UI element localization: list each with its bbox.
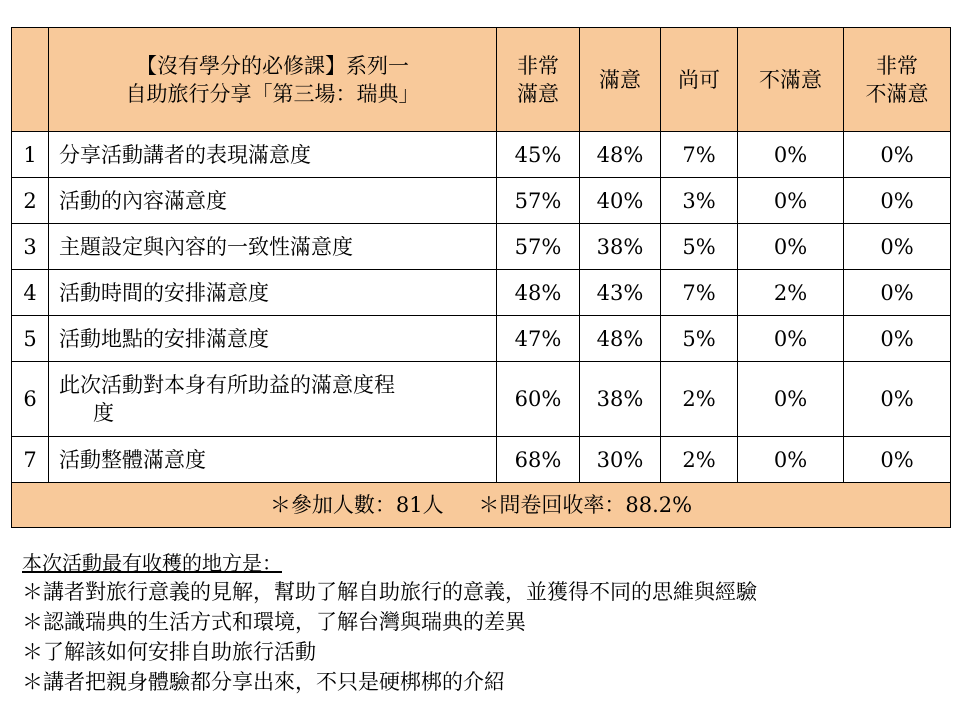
row-item-label-line2: 度 <box>93 401 114 425</box>
row-number: 5 <box>12 316 49 362</box>
row-item-label: 活動時間的安排滿意度 <box>49 270 497 316</box>
value-very-satisfied: 57% <box>497 224 580 270</box>
feedback-notes <box>22 549 952 697</box>
table-header-row <box>12 28 951 132</box>
response-rate: ＊問卷回收率：88.2% <box>478 493 693 517</box>
value-satisfied: 40% <box>580 178 661 224</box>
column-header-line: 滿意 <box>599 67 641 92</box>
satisfaction-survey-table <box>11 27 951 528</box>
value-satisfied: 30% <box>580 437 661 483</box>
value-acceptable: 2% <box>661 437 738 483</box>
table-row <box>12 437 951 483</box>
table-row <box>12 362 951 437</box>
row-item-label-line1: 此次活動對本身有所助益的滿意度程 <box>59 373 395 397</box>
row-item-label <box>49 362 497 437</box>
table-row <box>12 316 951 362</box>
table-title-cell <box>49 28 497 132</box>
value-satisfied: 48% <box>580 316 661 362</box>
row-number: 6 <box>12 362 49 437</box>
value-unsatisfied: 0% <box>738 178 844 224</box>
value-unsatisfied: 0% <box>738 316 844 362</box>
column-header-line: 不滿意 <box>865 81 929 106</box>
column-header-unsatisfied <box>738 28 844 132</box>
value-unsatisfied: 0% <box>738 224 844 270</box>
value-very-unsatisfied: 0% <box>844 224 951 270</box>
row-number: 7 <box>12 437 49 483</box>
row-item-label: 分享活動講者的表現滿意度 <box>49 132 497 178</box>
value-very-satisfied: 68% <box>497 437 580 483</box>
value-very-satisfied: 60% <box>497 362 580 437</box>
row-number: 2 <box>12 178 49 224</box>
value-very-unsatisfied: 0% <box>844 362 951 437</box>
value-acceptable: 7% <box>661 270 738 316</box>
row-item-label: 活動整體滿意度 <box>49 437 497 483</box>
value-very-unsatisfied: 0% <box>844 437 951 483</box>
value-very-satisfied: 47% <box>497 316 580 362</box>
list-item: ＊了解該如何安排自助旅行活動 <box>22 640 316 664</box>
column-header-acceptable <box>661 28 738 132</box>
value-satisfied: 38% <box>580 224 661 270</box>
row-number: 4 <box>12 270 49 316</box>
value-unsatisfied: 0% <box>738 362 844 437</box>
row-number: 1 <box>12 132 49 178</box>
column-header-line: 非常 <box>876 53 918 78</box>
participants-count: ＊參加人數：81人 <box>269 493 444 517</box>
value-very-unsatisfied: 0% <box>844 316 951 362</box>
value-satisfied: 43% <box>580 270 661 316</box>
column-header-very-satisfied <box>497 28 580 132</box>
column-header-very-unsatisfied <box>844 28 951 132</box>
row-item-label: 主題設定與內容的一致性滿意度 <box>49 224 497 270</box>
value-very-satisfied: 45% <box>497 132 580 178</box>
table-row <box>12 270 951 316</box>
value-very-unsatisfied: 0% <box>844 132 951 178</box>
value-acceptable: 5% <box>661 224 738 270</box>
row-item-label: 活動地點的安排滿意度 <box>49 316 497 362</box>
value-very-satisfied: 48% <box>497 270 580 316</box>
header-blank-cell <box>12 28 49 132</box>
column-header-line: 非常 <box>517 53 559 78</box>
column-header-line: 不滿意 <box>759 67 822 92</box>
value-very-unsatisfied: 0% <box>844 270 951 316</box>
table-footer-cell <box>12 483 951 528</box>
list-item: ＊講者對旅行意義的見解，幫助了解自助旅行的意義，並獲得不同的思維與經驗 <box>22 580 757 604</box>
table-title-line2: 自助旅行分享「第三場：瑞典」 <box>125 81 420 106</box>
value-unsatisfied: 0% <box>738 132 844 178</box>
value-very-satisfied: 57% <box>497 178 580 224</box>
row-item-label: 活動的內容滿意度 <box>49 178 497 224</box>
value-acceptable: 2% <box>661 362 738 437</box>
table-title-line1: 【沒有學分的必修課】系列一 <box>136 53 409 78</box>
value-acceptable: 7% <box>661 132 738 178</box>
column-header-line: 滿意 <box>517 81 559 106</box>
value-unsatisfied: 0% <box>738 437 844 483</box>
row-number: 3 <box>12 224 49 270</box>
table-row <box>12 132 951 178</box>
column-header-satisfied <box>580 28 661 132</box>
table-footer-row <box>12 483 951 528</box>
value-very-unsatisfied: 0% <box>844 178 951 224</box>
column-header-line: 尚可 <box>678 67 720 92</box>
value-satisfied: 38% <box>580 362 661 437</box>
notes-heading: 本次活動最有收穫的地方是： <box>22 551 282 575</box>
list-item: ＊認識瑞典的生活方式和環境，了解台灣與瑞典的差異 <box>22 610 526 634</box>
table-row <box>12 224 951 270</box>
list-item: ＊講者把親身體驗都分享出來，不只是硬梆梆的介紹 <box>22 670 505 694</box>
value-unsatisfied: 2% <box>738 270 844 316</box>
value-acceptable: 5% <box>661 316 738 362</box>
table-row <box>12 178 951 224</box>
value-acceptable: 3% <box>661 178 738 224</box>
value-satisfied: 48% <box>580 132 661 178</box>
notes-list <box>22 577 952 697</box>
